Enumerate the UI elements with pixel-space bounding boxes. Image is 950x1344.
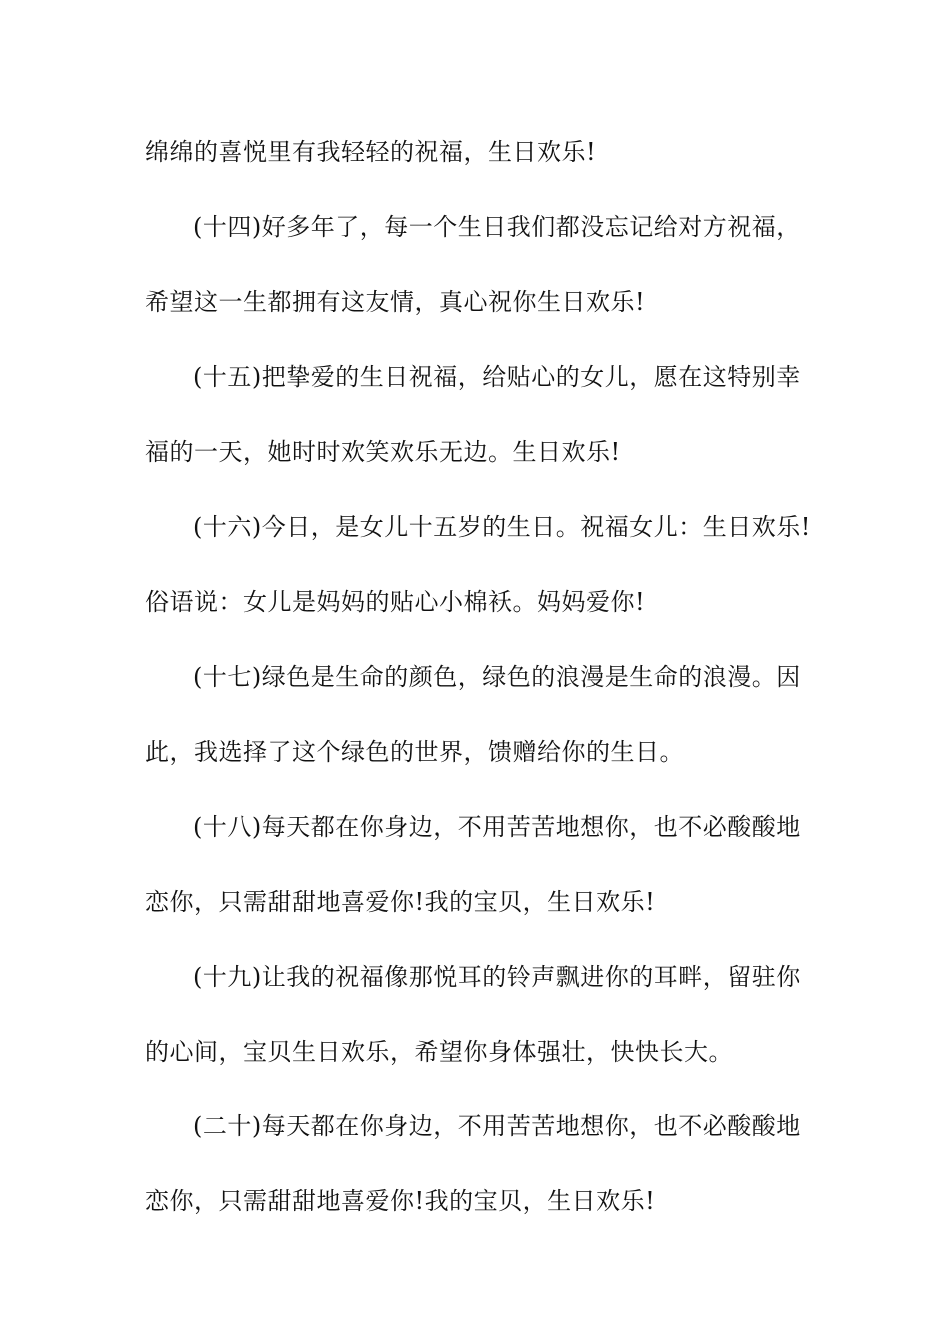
text-line: 绵绵的喜悦里有我轻轻的祝福，生日欢乐!: [145, 138, 597, 166]
text-line: 恋你，只需甜甜地喜爱你!我的宝贝，生日欢乐!: [145, 888, 656, 916]
paragraph-14-start: (十四)好多年了，每一个生日我们都没忘记给对方祝福，: [193, 213, 801, 241]
paragraph-20-start: (二十)每天都在你身边，不用苦苦地想你，也不必酸酸地: [193, 1112, 801, 1140]
text-line: 此，我选择了这个绿色的世界，馈赠给你的生日。: [145, 738, 684, 766]
paragraph-17-start: (十七)绿色是生命的颜色，绿色的浪漫是生命的浪漫。因: [193, 663, 801, 691]
text-line: 恋你，只需甜甜地喜爱你!我的宝贝，生日欢乐!: [145, 1187, 656, 1215]
text-line: 俗语说：女儿是妈妈的贴心小棉袄。妈妈爱你!: [145, 588, 646, 616]
paragraph-18-start: (十八)每天都在你身边，不用苦苦地想你，也不必酸酸地: [193, 813, 801, 841]
paragraph-19-start: (十九)让我的祝福像那悦耳的铃声飘进你的耳畔，留驻你: [193, 963, 801, 991]
paragraph-16-start: (十六)今日，是女儿十五岁的生日。祝福女儿：生日欢乐!: [193, 513, 811, 541]
text-line: 福的一天，她时时欢笑欢乐无边。生日欢乐!: [145, 438, 621, 466]
text-line: 的心间，宝贝生日欢乐，希望你身体强壮，快快长大。: [145, 1038, 733, 1066]
paragraph-15-start: (十五)把挚爱的生日祝福，给贴心的女儿，愿在这特别幸: [193, 363, 801, 391]
text-line: 希望这一生都拥有这友情，真心祝你生日欢乐!: [145, 288, 646, 316]
